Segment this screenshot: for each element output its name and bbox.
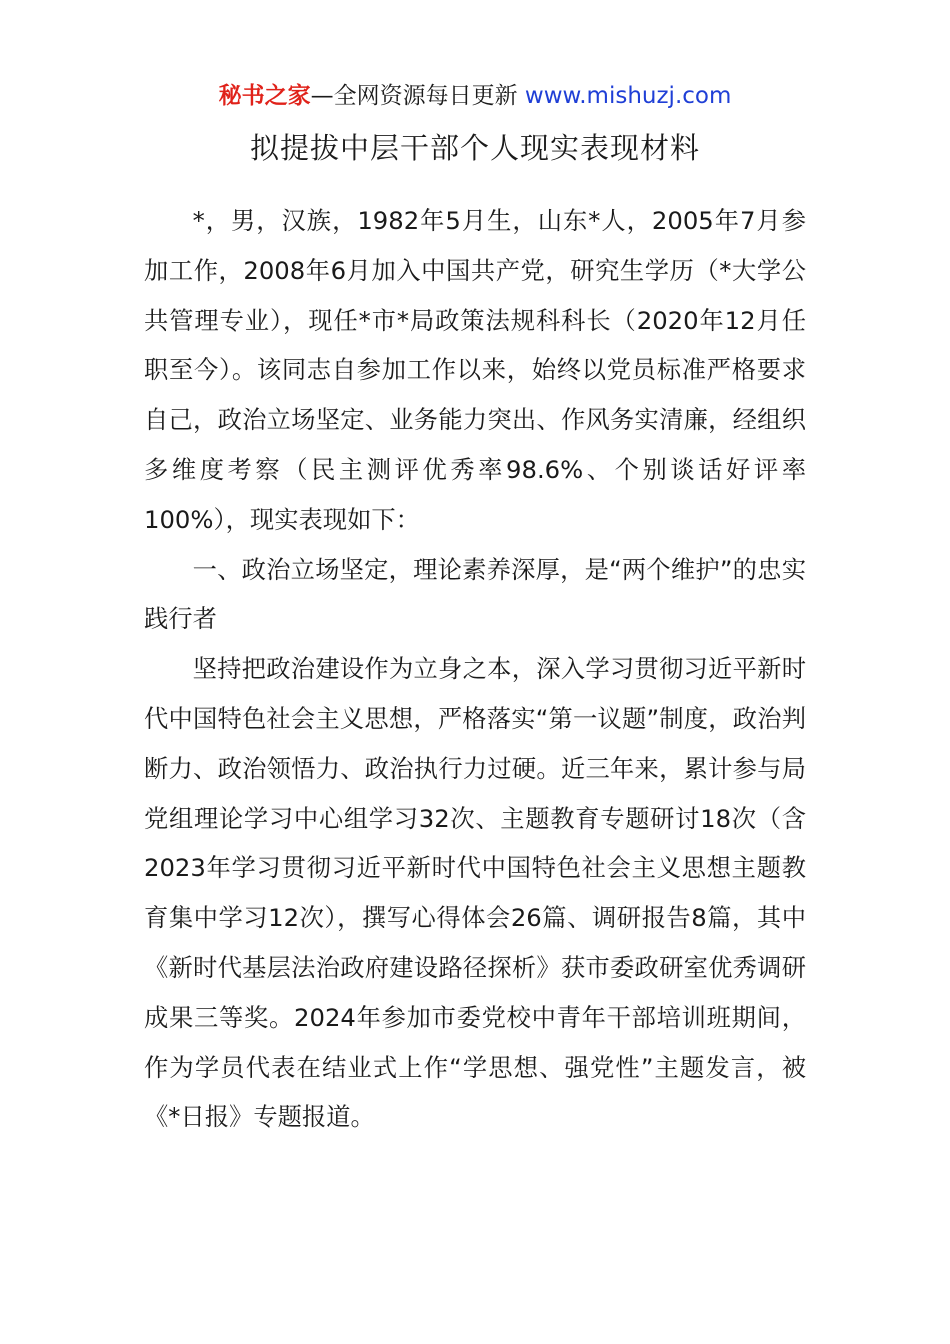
document-title: 拟提拔中层干部个人现实表现材料: [249, 131, 700, 165]
intro-paragraph: *，男，汉族，1982年5月生，山东*人，2005年7月参加工作，2008年6月加入中国共产党，研究生学历（*大学公共管理专业），现任*市*局政策法规科科长（2020年12月任职至今）。该同志自参加工作以来，始终以党员标准严格要求自己，政治立场坚定、业务能力突出、作风务实清廉，经组织多维度考察（民主测评优秀率98.6%、个别谈话好评率100%），现实表现如下：: [144, 206, 806, 534]
body-paragraph: 坚持把政治建设作为立身之本，深入学习贯彻习近平新时代中国特色社会主义思想，严格落实“第一议题”制度，政治判断力、政治领悟力、政治执行力过硬。近三年来，累计参与局党组理论学习中心组学习32次、主题教育专题研讨18次（含2023年学习贯彻习近平新时代中国特色社会主义思想主题教育集中学习12次），撰写心得体会26篇、调研报告8篇，其中《新时代基层法治政府建设路径探析》获市委政研室优秀调研成果三等奖。2024年参加市委党校中青年干部培训班期间，作为学员代表在结业式上作“学思想、强党性”主题发言，被《*日报》专题报道。: [144, 654, 806, 1132]
brand-name: 秘书之家: [218, 83, 311, 109]
section-heading: 一、政治立场坚定，理论素养深厚，是“两个维护”的忠实践行者: [144, 554, 806, 634]
site-url-link[interactable]: www.mishuzj.com: [524, 83, 732, 109]
site-header: [0, 80, 950, 112]
header-tagline: —全网资源每日更新: [310, 83, 525, 109]
document-body: [144, 196, 806, 1142]
